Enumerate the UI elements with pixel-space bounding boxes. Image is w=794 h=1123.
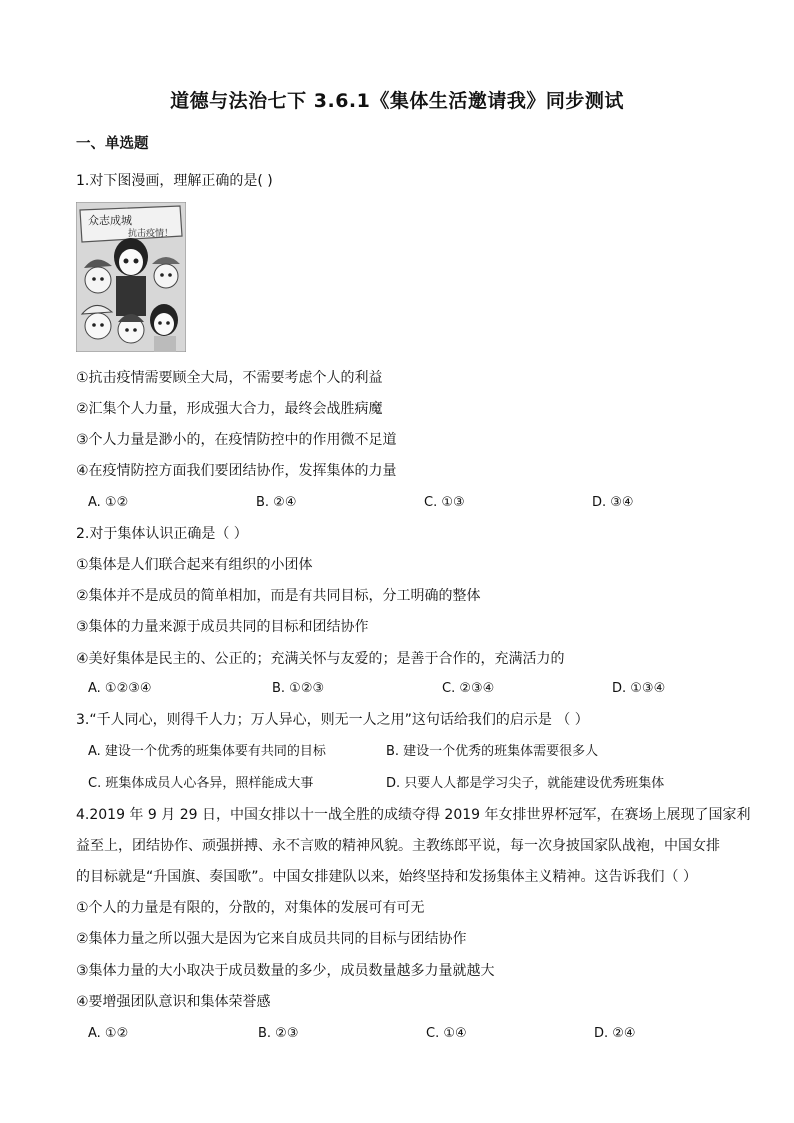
q4-stem-line: 4.2019 年 9 月 29 日，中国女排以十一战全胜的成绩夺得 2019 年女排世界杯冠军，在赛场上展现了国家利 xyxy=(76,807,751,823)
q2-item: ①集体是人们联合起来有组织的小团体 xyxy=(76,557,313,573)
q3-stem: 3.“千人同心，则得千人力；万人异心，则无一人之用”这句话给我们的启示是 （ ） xyxy=(76,712,589,728)
q4-option-c[interactable]: C. ①④ xyxy=(426,1026,467,1041)
q4-item: ③集体力量的大小取决于成员数量的多少，成员数量越多力量就越大 xyxy=(76,963,495,979)
q2-item: ③集体的力量来源于成员共同的目标和团结协作 xyxy=(76,619,369,635)
q4-item: ②集体力量之所以强大是因为它来自成员共同的目标与团结协作 xyxy=(76,931,467,947)
q4-stem-line: 的目标就是“升国旗、奏国歌”。中国女排建队以来，始终坚持和发扬集体主义精神。这告诉我们（ ） xyxy=(76,869,697,885)
q1-item: ②汇集个人力量，形成强大合力，最终会战胜病魔 xyxy=(76,401,383,417)
document-title: 道德与法治七下 3.6.1《集体生活邀请我》同步测试 xyxy=(170,90,624,112)
q1-option-a[interactable]: A. ①② xyxy=(88,495,129,510)
q4-option-a[interactable]: A. ①② xyxy=(88,1026,129,1041)
q4-item: ①个人的力量是有限的，分散的，对集体的发展可有可无 xyxy=(76,900,425,916)
q1-option-c[interactable]: C. ①③ xyxy=(424,495,465,510)
q1-option-d[interactable]: D. ③④ xyxy=(592,495,634,510)
q4-option-d[interactable]: D. ②④ xyxy=(594,1026,636,1041)
banner-text-1: 众志成城 xyxy=(88,214,132,227)
q2-stem: 2.对于集体认识正确是（ ） xyxy=(76,526,248,542)
q1-item: ③个人力量是渺小的，在疫情防控中的作用微不足道 xyxy=(76,432,397,448)
q2-item: ②集体并不是成员的简单相加，而是有共同目标，分工明确的整体 xyxy=(76,588,481,604)
q1-item: ④在疫情防控方面我们要团结协作，发挥集体的力量 xyxy=(76,463,397,479)
q3-option-d[interactable]: D. 只要人人都是学习尖子，就能建设优秀班集体 xyxy=(386,776,665,791)
q4-item: ④要增强团队意识和集体荣誉感 xyxy=(76,994,271,1010)
banner-text-2: 抗击疫情！ xyxy=(128,229,174,239)
q3-option-b[interactable]: B. 建设一个优秀的班集体需要很多人 xyxy=(386,744,599,759)
q2-item: ④美好集体是民主的、公正的；充满关怀与友爱的；是善于合作的，充满活力的 xyxy=(76,651,565,667)
q2-option-b[interactable]: B. ①②③ xyxy=(272,681,325,696)
q4-option-b[interactable]: B. ②③ xyxy=(258,1026,299,1041)
q1-option-b[interactable]: B. ②④ xyxy=(256,495,297,510)
q1-stem: 1.对下图漫画，理解正确的是( ) xyxy=(76,173,273,189)
cartoon-image xyxy=(76,202,186,352)
q2-option-c[interactable]: C. ②③④ xyxy=(442,681,495,696)
section-heading: 一、单选题 xyxy=(76,136,149,152)
q3-option-c[interactable]: C. 班集体成员人心各异，照样能成大事 xyxy=(88,776,314,791)
q3-option-a[interactable]: A. 建设一个优秀的班集体要有共同的目标 xyxy=(88,744,326,759)
q1-item: ①抗击疫情需要顾全大局，不需要考虑个人的利益 xyxy=(76,370,383,386)
q2-option-a[interactable]: A. ①②③④ xyxy=(88,681,152,696)
q4-stem-line: 益至上，团结协作、顽强拼搏、永不言败的精神风貌。主教练郎平说，每一次身披国家队战袍，中国女排 xyxy=(76,838,720,854)
q2-option-d[interactable]: D. ①③④ xyxy=(612,681,666,696)
